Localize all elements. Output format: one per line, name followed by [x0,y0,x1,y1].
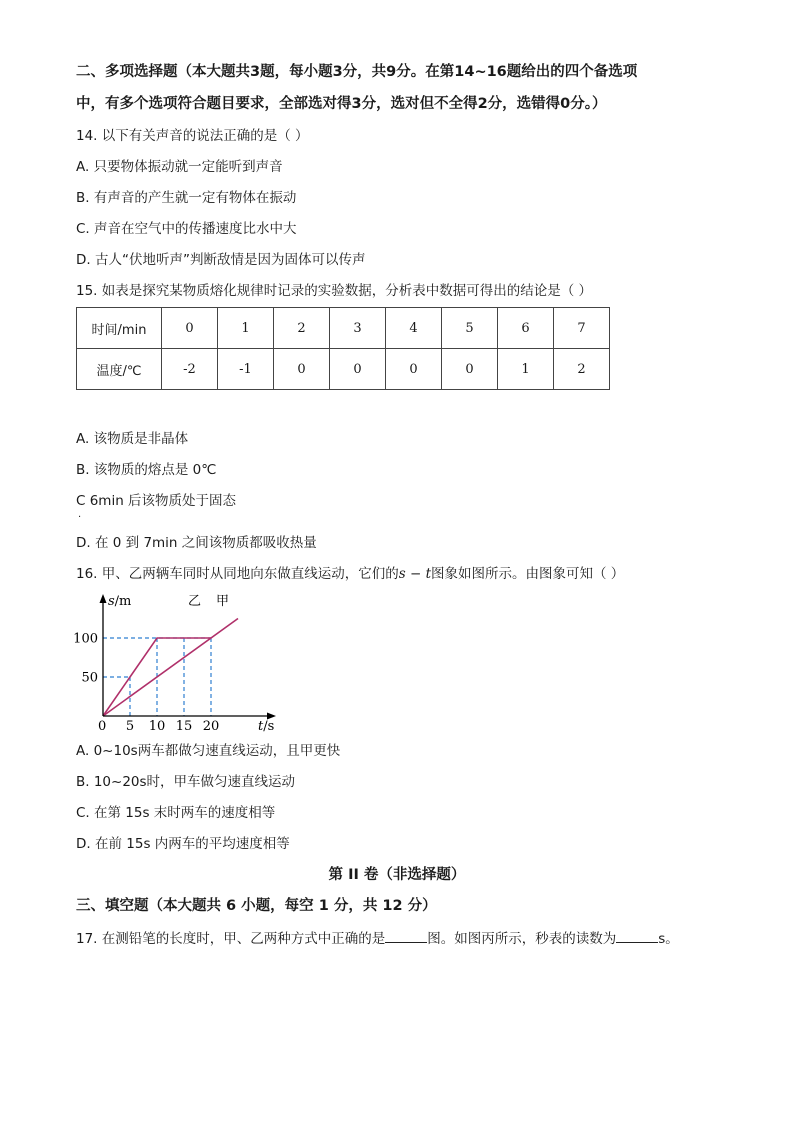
q14-option-a: A. 只要物体振动就一定能听到声音 [76,159,283,175]
q15-stem: 15. 如表是探究某物质熔化规律时记录的实验数据，分析表中数据可得出的结论是（ ） [76,283,593,299]
table-cell: 1 [498,349,554,390]
table-cell: 3 [330,308,386,349]
q16-option-b: B. 10~20s时，甲车做匀速直线运动 [76,774,296,790]
table-cell: 4 [386,308,442,349]
q16-stem-pre: 16. 甲、乙两辆车同时从同地向东做直线运动，它们的 [76,566,399,582]
series-label-yi: 乙 [188,594,202,609]
q16-option-a: A. 0~10s两车都做匀速直线运动，且甲更快 [76,743,341,759]
q16-stem [76,564,624,584]
q14-option-c: C. 声音在空气中的传播速度比水中大 [76,221,297,237]
q17-part-1: 17. 在测铅笔的长度时，甲、乙两种方式中正确的是 [76,931,386,947]
y-axis-label: s/m [108,594,132,609]
q15-option-b: B. 该物质的熔点是 0℃ [76,462,217,478]
q17-stem [76,928,679,949]
q15-option-d: D. 在 0 到 7min 之间该物质都吸收热量 [76,535,317,551]
q17-part-2: 图。如图丙所示，秒表的读数为 [427,931,617,947]
y-tick-label: 50 [81,670,98,686]
table-cell: -1 [218,349,274,390]
x-tick-label: 20 [202,719,220,734]
answer-blank-1[interactable] [385,928,427,943]
origin-label: 0 [98,719,107,734]
table-cell: 6 [498,308,554,349]
x-tick-label: 15 [175,719,193,734]
q15-option-a: A. 该物质是非晶体 [76,431,189,447]
section-3-heading: 三、填空题（本大题共 6 小题，每空 1 分，共 12 分） [76,898,437,914]
q16-option-c: C. 在第 15s 末时两车的速度相等 [76,805,276,821]
series-label-jia: 甲 [216,594,230,609]
table-row-time [77,308,610,349]
q14-stem: 14. 以下有关声音的说法正确的是（ ） [76,128,309,144]
x-tick-label: 10 [148,719,166,734]
table-cell: 7 [554,308,610,349]
y-tick-label: 100 [73,631,98,647]
q16-stem-math: s − t [398,566,432,582]
table-cell: -2 [162,349,218,390]
q16-option-d: D. 在前 15s 内两车的平均速度相等 [76,836,290,852]
table-cell: 0 [274,349,330,390]
table-cell: 2 [274,308,330,349]
table-cell: 0 [442,349,498,390]
section-heading-line-1: 二、多项选择题（本大题共3题，每小题3分，共9分。在第14~16题给出的四个备选项 [76,64,638,80]
q15-option-c: C 6min 后该物质处于固态 [76,493,237,509]
q14-option-b: B. 有声音的产生就一定有物体在振动 [76,190,297,206]
table-header-time: 时间/min [77,308,162,349]
table-cell: 2 [554,349,610,390]
answer-blank-2[interactable] [616,928,658,943]
axes [100,594,277,720]
table-cell: 5 [442,308,498,349]
stray-dot: . [78,509,82,520]
q15-data-table [76,307,610,390]
part-ii-title: 第 II 卷（非选择题） [328,867,466,883]
series-lines [103,619,238,717]
x-axis-label: t/s [258,719,275,734]
table-row-temperature [77,349,610,390]
table-cell: 0 [330,349,386,390]
y-axis-arrow [100,594,107,603]
q16-stem-post: 图象如图所示。由图象可知（ ） [431,566,625,582]
table-header-temperature: 温度/℃ [77,349,162,390]
x-tick-label: 5 [125,719,135,734]
s-t-graph [70,588,290,738]
section-heading-line-2: 中，有多个选项符合题目要求，全部选对得3分，选对但不全得2分，选错得0分。） [76,96,607,112]
table-cell: 0 [162,308,218,349]
q17-part-3: s。 [658,931,679,947]
table-cell: 1 [218,308,274,349]
q14-option-d: D. 古人“伏地听声”判断敌情是因为固体可以传声 [76,252,366,268]
table-cell: 0 [386,349,442,390]
series-line-jia [103,619,238,717]
